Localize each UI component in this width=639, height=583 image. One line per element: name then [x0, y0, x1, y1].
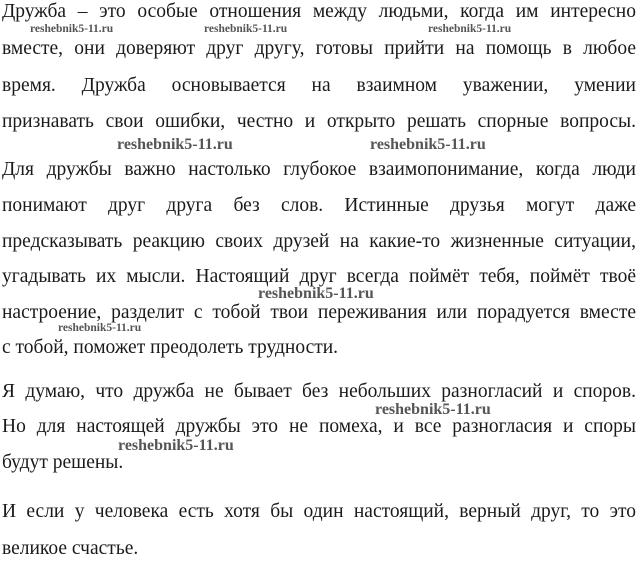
watermark: reshebnik5-11.ru: [370, 136, 486, 153]
paragraph-2-line-3: предсказывать реакцию своих друзей на какие-то жизненные ситуации,: [2, 231, 636, 252]
paragraph-1-line-1: Дружба – это особые отношения между людьми, когда им интересно: [2, 1, 636, 22]
paragraph-2-line-6: с тобой, поможет преодолеть трудности.: [2, 337, 339, 358]
paragraph-4-line-2: великое счастье.: [2, 538, 139, 559]
paragraph-3-line-1: Я думаю, что дружба не бывает без небольших разногласий и споров.: [2, 381, 636, 402]
paragraph-2-line-4: угадывать их мысли. Настоящий друг всегда поймёт тебя, поймёт твоё: [2, 266, 636, 287]
paragraph-2-line-5: настроение, разделит с тобой твои переживания или порадуется вместе: [2, 302, 636, 323]
watermark: reshebnik5-11.ru: [258, 285, 374, 302]
watermark: reshebnik5-11.ru: [58, 322, 142, 334]
paragraph-1-line-2: вместе, они доверяют друг другу, готовы прийти на помощь в любое: [2, 38, 636, 59]
paragraph-3-line-2: Но для настоящей дружбы это не помеха, и все разногласия и споры: [2, 416, 636, 437]
watermark: reshebnik5-11.ru: [30, 23, 114, 35]
paragraph-4-line-1: И если у человека есть хотя бы один настоящий, верный друг, то это: [2, 501, 636, 522]
watermark: reshebnik5-11.ru: [428, 23, 512, 35]
watermark: reshebnik5-11.ru: [375, 401, 491, 418]
watermark: reshebnik5-11.ru: [117, 136, 233, 153]
paragraph-2-line-2: понимают друг друга без слов. Истинные друзья могут даже: [2, 195, 636, 216]
paragraph-1-line-4: признавать свои ошибки, честно и открыто решать спорные вопросы.: [2, 111, 636, 132]
watermark: reshebnik5-11.ru: [118, 437, 234, 454]
paragraph-1-line-3: время. Дружба основывается на взаимном уважении, умении: [2, 75, 636, 96]
paragraph-2-line-1: Для дружбы важно настолько глубокое взаимопонимание, когда люди: [2, 159, 636, 180]
watermark: reshebnik5-11.ru: [204, 23, 288, 35]
paragraph-3-line-3: будут решены.: [2, 452, 124, 473]
